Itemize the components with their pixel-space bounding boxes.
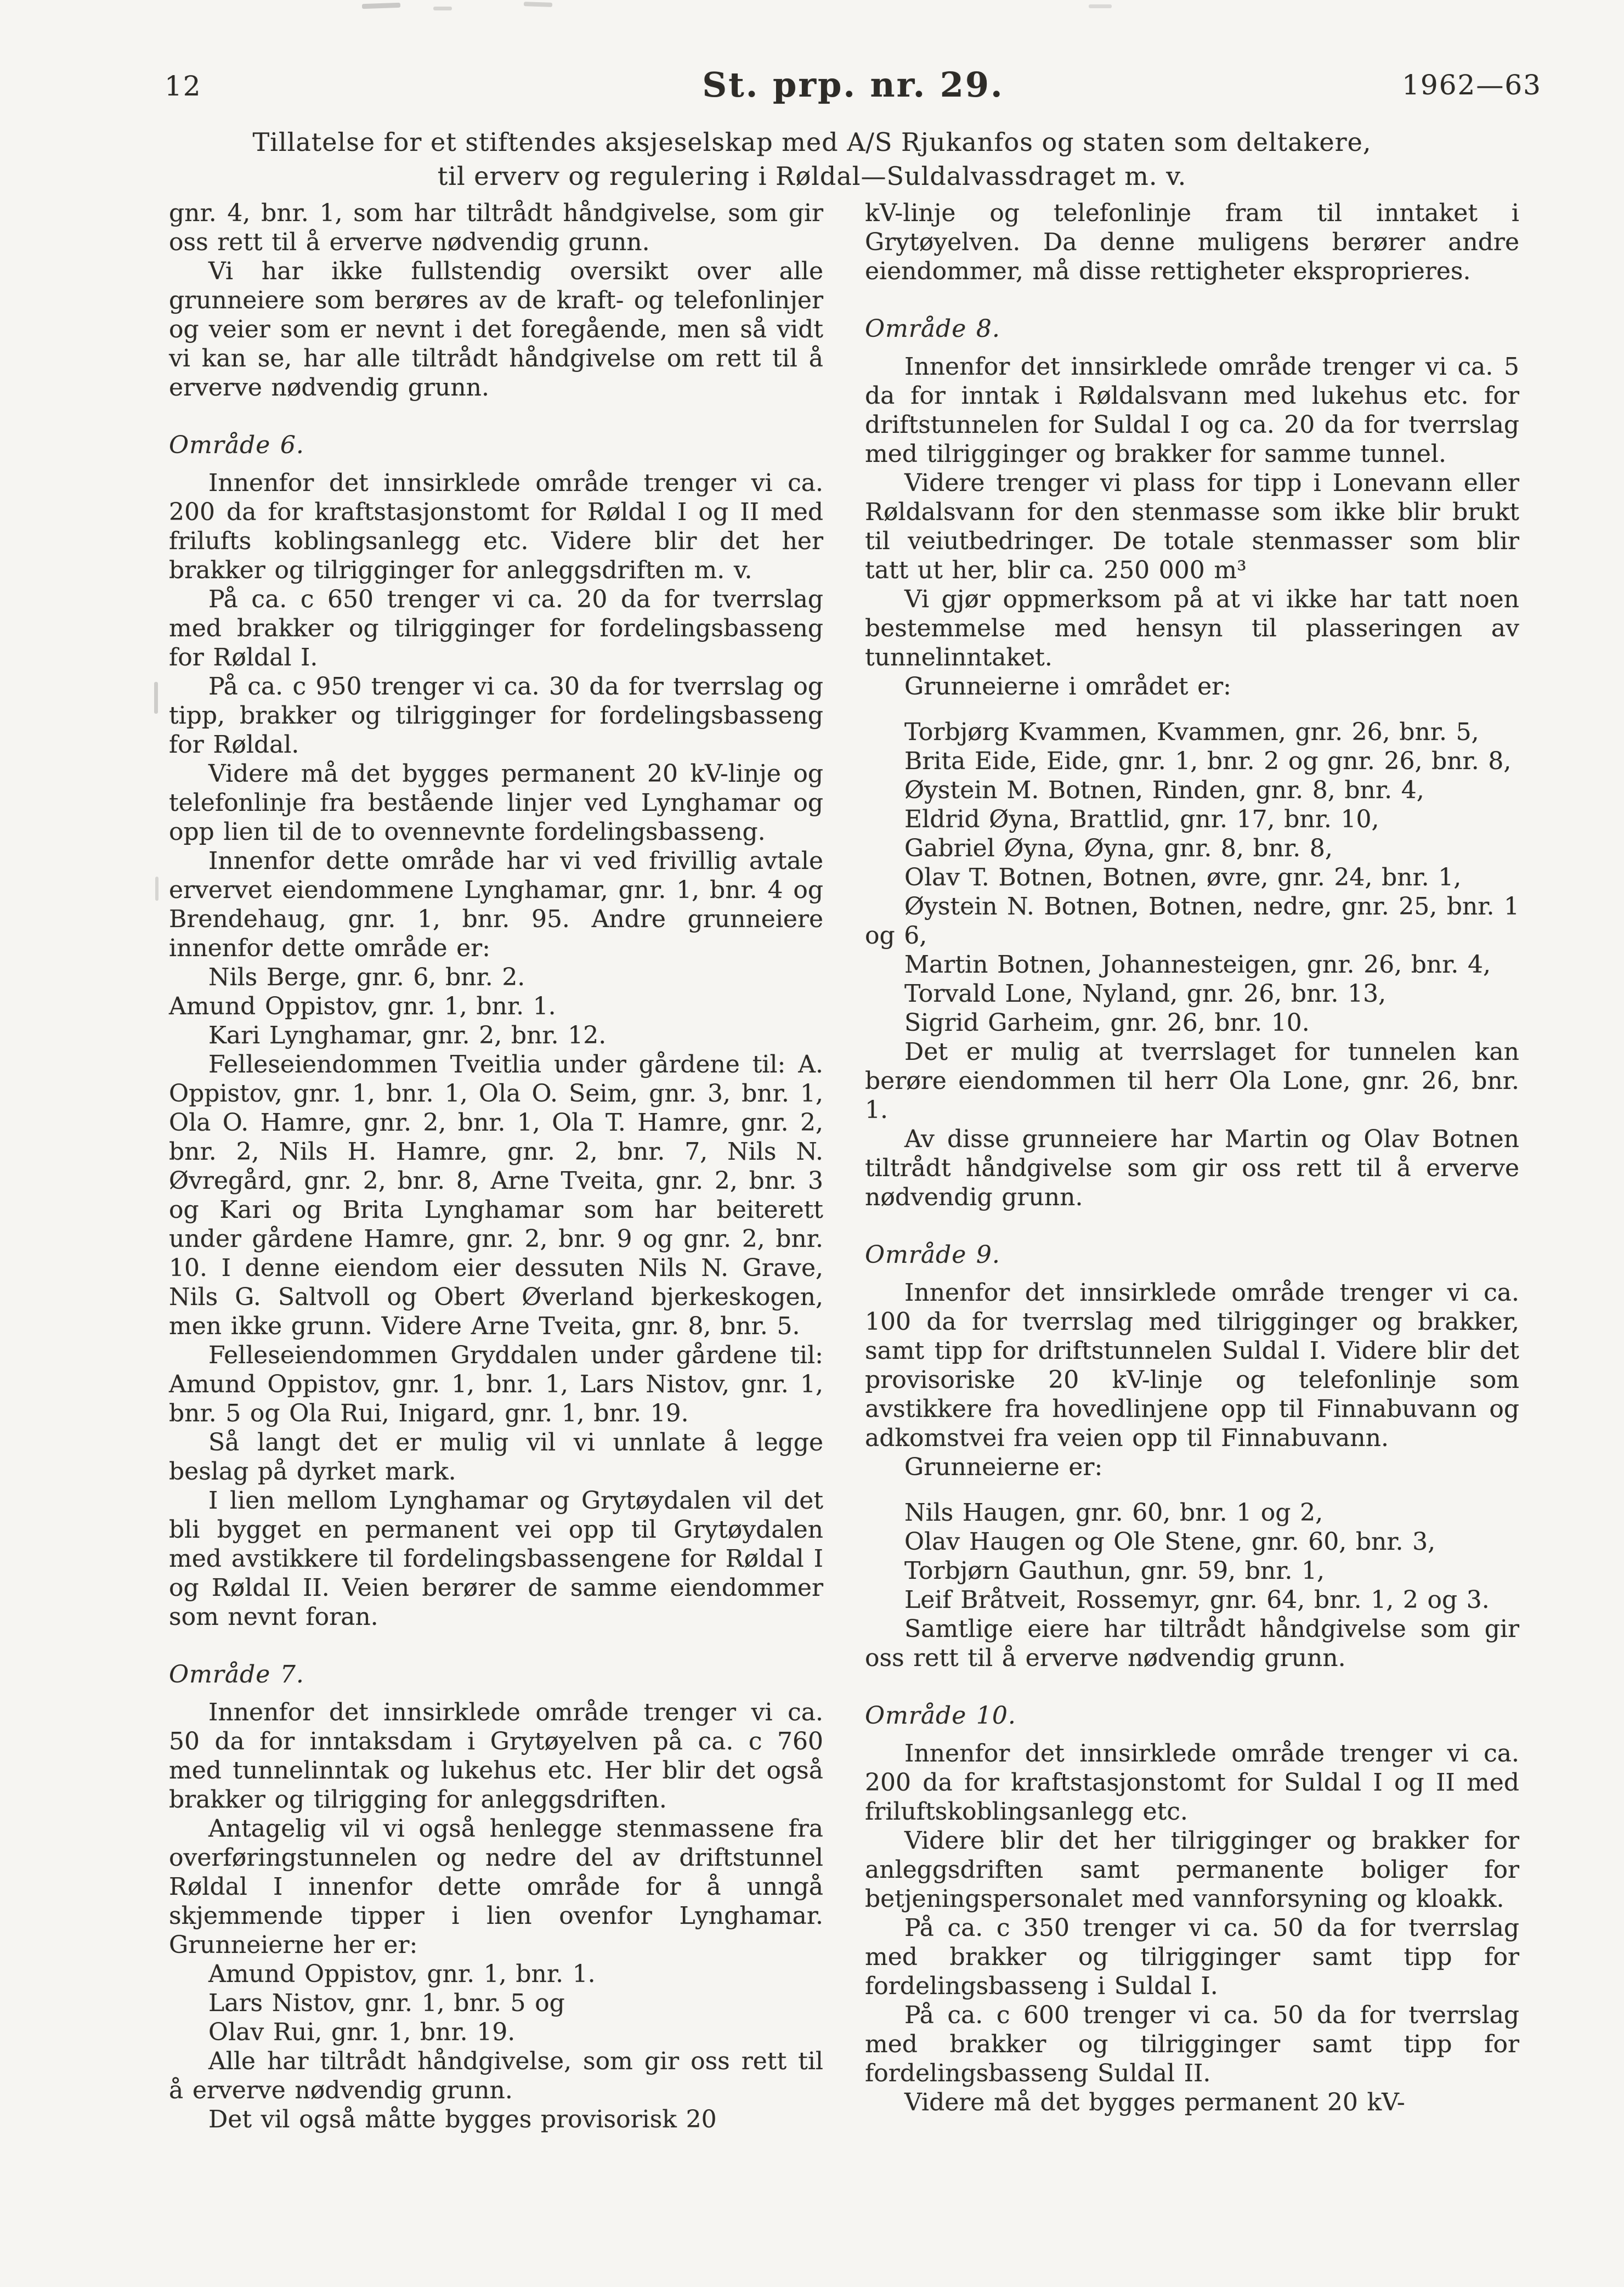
scan-artifact — [433, 7, 452, 10]
page-years: 1962—63 — [1402, 69, 1542, 101]
paragraph: I lien mellom Lynghamar og Grytøydalen vil det bli bygget en permanent vei opp til Grytøydalen med avstikkere til fordelingsbassengene for Røldal I og Røldal II. Veien berører de samme eiendommer som nevnt foran. — [169, 1487, 823, 1631]
paragraph: Nils Haugen, gnr. 60, bnr. 1 og 2, — [904, 1499, 1323, 1527]
paragraph: Videre må det bygges permanent 20 kV- — [904, 2088, 1405, 2116]
paragraph: Innenfor det innsirklede område trenger vi ca. 100 da for tverrslag med tilrigginger og brakker, samt tipp for driftstunnelen Suldal I. Videre blir det provisoriske 20 kV-linje og telefonlinje som avstikkere fra hovedlinjene opp til Finnabuvann og adkomstvei fra veien opp til Finnabuvann. — [865, 1279, 1519, 1452]
paragraph: Eldrid Øyna, Brattlid, gnr. 17, bnr. 10, — [904, 805, 1379, 833]
paragraph: Brita Eide, Eide, gnr. 1, bnr. 2 og gnr. 26, bnr. 8, — [904, 747, 1512, 775]
paragraph: Torbjørn Gauthun, gnr. 59, bnr. 1, — [904, 1557, 1325, 1585]
paragraph: Olav T. Botnen, Botnen, øvre, gnr. 24, bnr. 1, — [904, 863, 1462, 891]
page-title: St. prp. nr. 29. — [702, 65, 1004, 105]
paragraph: Innenfor dette område har vi ved frivillig avtale ervervet eiendommene Lynghamar, gnr. 1, bnr. 4 og Brendehaug, gnr. 1, bnr. 95. Andre grunneiere innenfor dette område er: — [169, 847, 823, 962]
paragraph: Amund Oppistov, gnr. 1, bnr. 1. — [169, 992, 556, 1020]
paragraph: Grunneierne i området er: — [904, 673, 1231, 701]
paragraph: Olav Haugen og Ole Stene, gnr. 60, bnr. 3, — [904, 1528, 1436, 1556]
paragraph: Grunneierne er: — [904, 1453, 1103, 1481]
section-heading: Område 10. — [865, 1702, 1016, 1730]
paragraph: På ca. c 650 trenger vi ca. 20 da for tverrslag med brakker og tilrigginger for fordelingsbasseng for Røldal I. — [169, 585, 823, 671]
paragraph: Videre trenger vi plass for tipp i Lonevann eller Røldalsvann for den stenmasse som ikke blir brukt til veiutbedringer. De totale stenmasser som blir tatt ut her, blir ca. 250 000 m³ — [865, 469, 1519, 584]
paragraph: Vi har ikke fullstendig oversikt over alle grunneiere som berøres av de kraft- og telefonlinjer og veier som er nevnt i det foregående, men så vidt vi kan se, har alle tiltrådt håndgivelse om rett til å erverve nødvendig grunn. — [169, 257, 823, 402]
paragraph: Lars Nistov, gnr. 1, bnr. 5 og — [208, 1989, 565, 2017]
paragraph: Gabriel Øyna, Øyna, gnr. 8, bnr. 8, — [904, 834, 1333, 862]
section-heading: Område 9. — [865, 1241, 1000, 1269]
scan-artifact — [524, 2, 552, 7]
paragraph: På ca. c 600 trenger vi ca. 50 da for tverrslag med brakker og tilrigginger samt tipp for fordelingsbasseng Suldal II. — [865, 2001, 1519, 2087]
document-subtitle — [0, 125, 1624, 193]
scan-artifact — [154, 682, 158, 714]
paragraph: Innenfor det innsirklede område trenger vi ca. 200 da for kraftstasjonstomt for Suldal I og II med friluftskoblingsanlegg etc. — [865, 1740, 1519, 1826]
paragraph: gnr. 4, bnr. 1, som har tiltrådt håndgivelse, som gir oss rett til å erverve nødvendig grunn. — [169, 199, 823, 256]
paragraph: Øystein M. Botnen, Rinden, gnr. 8, bnr. 4, — [904, 776, 1424, 804]
paragraph: Alle har tiltrådt håndgivelse, som gir oss rett til å erverve nødvendig grunn. — [169, 2047, 823, 2104]
paragraph: Felleseiendommen Tveitlia under gårdene til: A. Oppistov, gnr. 1, bnr. 1, Ola O. Seim, gnr. 3, bnr. 1, Ola O. Hamre, gnr. 2, bnr. 1, Ola T. Hamre, gnr. 2, bnr. 2, Nils H. Hamre, gnr. 2, bnr. 7, Nils N. Øvregård, gnr. 2, bnr. 8, Arne Tveita, gnr. 2, bnr. 3 og Kari og Brita Lynghamar som har beiterett under gårdene Hamre, gnr. 2, bnr. 9 og gnr. 2, bnr. 10. I denne eiendom eier dessuten Nils N. Grave, Nils G. Saltvoll og Obert Øverland bjerkeskogen, men ikke grunn. Videre Arne Tveita, gnr. 8, bnr. 5. — [169, 1051, 823, 1340]
scan-artifact — [155, 877, 159, 901]
paragraph: Antagelig vil vi også henlegge stenmassene fra overføringstunnelen og nedre del av driftstunnel Røldal I innenfor dette område for å unngå skjemmende tipper i lien ovenfor Lynghamar. Grunneierne her er: — [169, 1815, 823, 1959]
right-column — [865, 199, 1519, 2134]
paragraph: Sigrid Garheim, gnr. 26, bnr. 10. — [904, 1009, 1310, 1037]
paragraph: Øystein N. Botnen, Botnen, nedre, gnr. 25, bnr. 1 og 6, — [865, 893, 1519, 950]
paragraph: Vi gjør oppmerksom på at vi ikke har tatt noen bestemmelse med hensyn til plasseringen av tunnelinntaket. — [865, 585, 1519, 671]
paragraph: Videre må det bygges permanent 20 kV-linje og telefonlinje fra bestående linjer ved Lynghamar og opp lien til de to ovennevnte fordelingsbasseng. — [169, 760, 823, 846]
paragraph: Torvald Lone, Nyland, gnr. 26, bnr. 13, — [904, 980, 1387, 1008]
scan-artifact — [362, 3, 400, 9]
paragraph: På ca. c 350 trenger vi ca. 50 da for tverrslag med brakker og tilrigginger samt tipp for fordelingsbasseng i Suldal I. — [865, 1914, 1519, 2000]
section-heading: Område 7. — [169, 1661, 304, 1689]
section-heading: Område 8. — [865, 315, 1000, 343]
subtitle-line-2: til erverv og regulering i Røldal—Suldalvassdraget m. v. — [437, 161, 1187, 191]
paragraph: Innenfor det innsirklede område trenger vi ca. 5 da for inntak i Røldalsvann med lukehus etc. for driftstunnelen for Suldal I og ca. 20 da for tverrslag med tilrigginger og brakker for samme tunnel. — [865, 353, 1519, 468]
paragraph: Det er mulig at tverrslaget for tunnelen kan berøre eiendommen til herr Ola Lone, gnr. 26, bnr. 1. — [865, 1038, 1519, 1124]
paragraph: Innenfor det innsirklede område trenger vi ca. 50 da for inntaksdam i Grytøyelven på ca. c 760 med tunnelinntak og lukehus etc. Her blir det også brakker og tilrigging for anleggsdriften. — [169, 1698, 823, 1814]
paragraph: Amund Oppistov, gnr. 1, bnr. 1. — [208, 1960, 596, 1988]
paragraph: Kari Lynghamar, gnr. 2, bnr. 12. — [208, 1021, 607, 1049]
paragraph: Innenfor det innsirklede område trenger vi ca. 200 da for kraftstasjonstomt for Røldal I og II med frilufts koblingsanlegg etc. Videre blir det her brakker og tilrigginger for anleggsdriften m. v. — [169, 469, 823, 584]
scan-artifact — [1089, 4, 1112, 8]
page-body — [169, 199, 1519, 2134]
paragraph: Olav Rui, gnr. 1, bnr. 19. — [208, 2018, 516, 2046]
paragraph: Det vil også måtte bygges provisorisk 20 — [208, 2105, 717, 2133]
paragraph: Leif Bråtveit, Rossemyr, gnr. 64, bnr. 1, 2 og 3. — [904, 1586, 1490, 1614]
page-header — [165, 65, 1542, 109]
paragraph: Felleseiendommen Gryddalen under gårdene til: Amund Oppistov, gnr. 1, bnr. 1, Lars Nistov, gnr. 1, bnr. 5 og Ola Rui, Inigard, gnr. 1, bnr. 19. — [169, 1341, 823, 1427]
paragraph: Martin Botnen, Johannesteigen, gnr. 26, bnr. 4, — [904, 951, 1491, 979]
paragraph: kV-linje og telefonlinje fram til inntaket i Grytøyelven. Da denne muligens berører andre eiendommer, må disse rettigheter eksproprieres. — [865, 199, 1519, 285]
page-number: 12 — [165, 70, 202, 102]
paragraph: Samtlige eiere har tiltrådt håndgivelse som gir oss rett til å erverve nødvendig grunn. — [865, 1615, 1519, 1672]
paragraph: Så langt det er mulig vil vi unnlate å legge beslag på dyrket mark. — [169, 1428, 823, 1486]
left-column — [169, 199, 823, 2134]
paragraph: Nils Berge, gnr. 6, bnr. 2. — [208, 963, 525, 991]
paragraph: Videre blir det her tilrigginger og brakker for anleggsdriften samt permanente boliger for betjeningspersonalet med vannforsyning og kloakk. — [865, 1827, 1519, 1913]
subtitle-line-1: Tillatelse for et stiftendes aksjeselskap med A/S Rjukanfos og staten som deltakere, — [252, 127, 1372, 157]
section-heading: Område 6. — [169, 431, 304, 459]
paragraph: Av disse grunneiere har Martin og Olav Botnen tiltrådt håndgivelse som gir oss rett til å erverve nødvendig grunn. — [865, 1125, 1519, 1211]
paragraph: Torbjørg Kvammen, Kvammen, gnr. 26, bnr. 5, — [904, 718, 1479, 746]
paragraph: På ca. c 950 trenger vi ca. 30 da for tverrslag og tipp, brakker og tilrigginger for fordelingsbasseng for Røldal. — [169, 673, 823, 759]
